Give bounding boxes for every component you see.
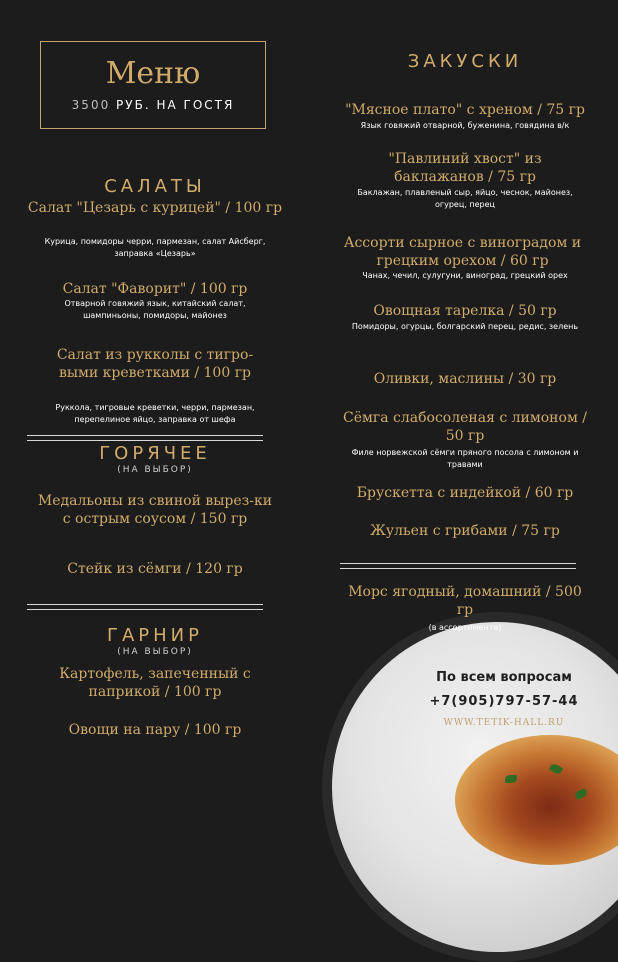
dish-name: Медальоны из свиной вырез-ки с острым соусом / 150 гр: [37, 493, 273, 527]
contact-phone[interactable]: +7(905)797-57-44: [429, 694, 579, 709]
dish-description: Курица, помидоры черри, пармезан, салат Айсберг, заправка «Цезарь»: [44, 237, 266, 258]
divider: [27, 435, 263, 441]
dish-description: Помидоры, огурцы, болгарский перец, редис, зелень: [351, 322, 579, 331]
dish-name: Салат из рукколы с тигро-выми креветками / 100 гр: [56, 347, 254, 381]
divider: [340, 563, 576, 569]
dish-description: Баклажан, плавленый сыр, яйцо, чеснок, майонез, огурец, перец: [357, 188, 573, 209]
dish-description: Чанах, чечил, сулугуни, виноград, грецкий орех: [362, 271, 568, 280]
dish-name: Морс ягодный, домашний / 500 гр: [348, 584, 582, 618]
section-title-garnish: ГАРНИР: [107, 625, 203, 646]
basil-leaf-icon: [505, 775, 517, 783]
dish-name: Овощи на пару / 100 гр: [68, 722, 242, 738]
section-subtitle: (НА ВЫБОР): [117, 465, 193, 475]
dish-name: "Павлиний хвост" из баклажанов / 75 гр: [388, 151, 542, 185]
dish-name: Оливки, маслины / 30 гр: [373, 371, 557, 387]
page-title: Меню: [105, 56, 201, 91]
basil-leaf-icon: [549, 763, 563, 776]
dish-description: (в ассортименте): [428, 623, 502, 632]
dish-name: Стейк из сёмги / 120 гр: [67, 561, 243, 577]
dish-name: Овощная тарелка / 50 гр: [373, 303, 557, 319]
dish-name: Салат "Цезарь с курицей" / 100 гр: [27, 200, 283, 216]
price-number: 3500: [71, 98, 111, 112]
dish-name: "Мясное плато" с хреном / 75 гр: [345, 102, 585, 118]
section-title-hot: ГОРЯЧЕЕ: [99, 443, 211, 464]
dish-description: Филе норвежской сёмги пряного посола с лимоном и травами: [351, 448, 579, 469]
section-subtitle: (НА ВЫБОР): [117, 647, 193, 657]
contact-website-link[interactable]: WWW.TETIK-HALL.RU: [443, 718, 565, 728]
dish-name: Жульен с грибами / 75 гр: [370, 523, 560, 539]
dish-name: Сёмга слабосоленая с лимоном / 50 гр: [342, 410, 587, 444]
dish-name: Картофель, запеченный с паприкой / 100 гр: [59, 666, 251, 700]
dish-description: Отварной говяжий язык, китайский салат, шампиньоны, помидоры, майонез: [64, 299, 246, 320]
section-title-salads: САЛАТЫ: [104, 176, 206, 197]
section-title-snacks: ЗАКУСКИ: [407, 51, 523, 72]
dish-description: Язык говяжий отварной, буженина, говядина в/к: [360, 121, 570, 130]
divider: [27, 604, 263, 610]
price-per-guest: [41, 98, 265, 112]
contact-title: По всем вопросам: [436, 670, 572, 685]
basil-leaf-icon: [574, 788, 588, 800]
dish-description: Руккола, тигровые креветки, черри, пармезан, перепелиное яйцо, заправка от шефа: [55, 403, 255, 424]
price-label: РУБ. НА ГОСТЯ: [116, 98, 235, 112]
dish-name: Ассорти сырное с виноградом и грецким орехом / 60 гр: [343, 235, 582, 269]
menu-title-box: [40, 41, 266, 129]
dish-name: Салат "Фаворит" / 100 гр: [62, 281, 248, 297]
dish-name: Брускетта с индейкой / 60 гр: [356, 485, 574, 501]
